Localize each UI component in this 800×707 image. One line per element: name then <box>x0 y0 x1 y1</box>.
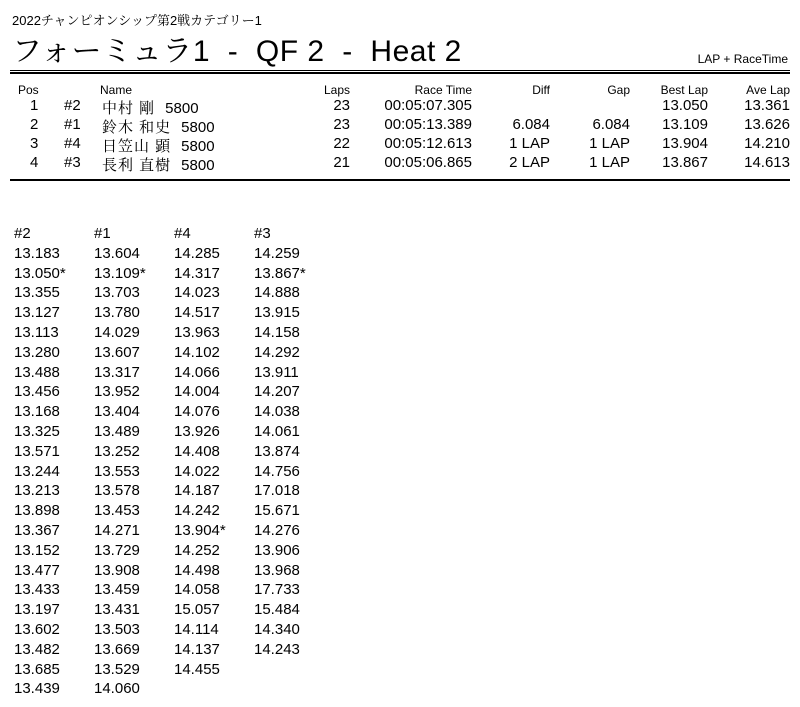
driver-name: 長利 直樹 <box>102 157 172 174</box>
result-pos: 1 <box>30 97 39 114</box>
lap-time: 13.685 <box>14 660 60 678</box>
car-model: 5800 <box>181 138 215 155</box>
lap-time: 13.367 <box>14 521 60 539</box>
result-driver <box>102 97 199 118</box>
header-rule-thick <box>10 72 790 74</box>
lap-time: 15.057 <box>174 601 220 619</box>
lap-time: 14.498 <box>174 561 220 579</box>
car-model: 5800 <box>165 100 199 117</box>
result-diff: 2 LAP <box>509 154 550 171</box>
lap-time: 13.489 <box>94 422 140 440</box>
result-ave-lap: 14.613 <box>744 154 790 171</box>
col-header-diff: Diff <box>532 83 550 97</box>
lap-time: 13.602 <box>14 620 60 638</box>
col-header-name: Name <box>100 83 133 97</box>
lap-time: 13.355 <box>14 284 60 302</box>
result-ave-lap: 14.210 <box>744 135 790 152</box>
lap-time: 13.968 <box>254 561 300 579</box>
lap-time: 14.076 <box>174 403 220 421</box>
result-row <box>0 135 800 154</box>
lap-time: 14.029 <box>94 323 140 341</box>
lap-time: 14.004 <box>174 383 220 401</box>
lap-time: 14.517 <box>174 304 220 322</box>
result-best-lap: 13.867 <box>662 154 708 171</box>
lap-time: 13.867* <box>254 264 306 282</box>
col-header-best-lap: Best Lap <box>660 83 708 97</box>
lap-time: 14.276 <box>254 521 300 539</box>
lap-time: 14.259 <box>254 244 300 262</box>
page-title: フォーミュラ1 - QF 2 - Heat 2 <box>12 35 462 68</box>
lap-time: 13.529 <box>94 660 140 678</box>
lap-time: 13.280 <box>14 343 60 361</box>
lap-time: 13.911 <box>254 363 299 381</box>
lap-column-car-no: #2 <box>14 225 31 242</box>
lap-column-car-no: #3 <box>254 225 271 242</box>
result-row <box>0 97 800 116</box>
lap-time: 13.168 <box>14 403 60 421</box>
lap-time: 14.408 <box>174 442 220 460</box>
lap-time: 13.604 <box>94 244 140 262</box>
results-header-row <box>0 83 800 97</box>
lap-time: 17.018 <box>254 482 300 500</box>
result-laps: 21 <box>333 154 350 171</box>
lap-time: 13.325 <box>14 422 60 440</box>
result-race-time: 00:05:06.865 <box>384 154 472 171</box>
lap-time: 13.431 <box>94 601 140 619</box>
result-best-lap: 13.050 <box>662 97 708 114</box>
lap-time: 14.114 <box>174 620 219 638</box>
driver-name: 日笠山 顕 <box>102 138 172 155</box>
result-gap: 1 LAP <box>589 154 630 171</box>
lap-time: 13.607 <box>94 343 140 361</box>
result-ave-lap: 13.626 <box>744 116 790 133</box>
lap-time: 13.404 <box>94 403 140 421</box>
lap-time: 14.102 <box>174 343 220 361</box>
lap-time: 14.317 <box>174 264 220 282</box>
result-pos: 2 <box>30 116 39 133</box>
col-header-race-time: Race Time <box>414 83 472 97</box>
result-race-time: 00:05:07.305 <box>384 97 472 114</box>
lap-time: 14.038 <box>254 403 300 421</box>
lap-time: 14.271 <box>94 521 140 539</box>
lap-time: 13.906 <box>254 541 300 559</box>
lap-time: 14.022 <box>174 462 220 480</box>
lap-time: 13.898 <box>14 502 60 520</box>
lap-time: 13.571 <box>14 442 60 460</box>
lap-time: 13.183 <box>14 244 60 262</box>
lap-time: 13.439 <box>14 680 60 698</box>
lap-time: 13.213 <box>14 482 60 500</box>
lap-time: 15.484 <box>254 601 300 619</box>
lap-time: 13.952 <box>94 383 140 401</box>
result-row <box>0 154 800 173</box>
lap-time: 13.578 <box>94 482 140 500</box>
driver-name: 中村 剛 <box>102 100 156 117</box>
result-driver <box>102 154 215 175</box>
lap-time: 13.908 <box>94 561 140 579</box>
lap-time: 13.453 <box>94 502 140 520</box>
lap-time: 14.023 <box>174 284 220 302</box>
page-subtitle: 2022チャンピオンシップ第2戦カテゴリー1 <box>12 13 262 28</box>
result-laps: 23 <box>333 97 350 114</box>
lap-time: 14.252 <box>174 541 220 559</box>
lap-time: 14.058 <box>174 581 220 599</box>
result-car-no: #4 <box>64 135 81 152</box>
lap-time: 13.197 <box>14 601 60 619</box>
result-best-lap: 13.904 <box>662 135 708 152</box>
lap-time: 13.553 <box>94 462 140 480</box>
lap-time: 14.455 <box>174 660 220 678</box>
col-header-ave-lap: Ave Lap <box>746 83 790 97</box>
lap-time: 13.904* <box>174 521 226 539</box>
results-table <box>0 83 800 173</box>
lap-time: 13.433 <box>14 581 60 599</box>
lap-time: 14.061 <box>254 422 300 440</box>
lap-time: 13.244 <box>14 462 60 480</box>
lap-time: 13.109* <box>94 264 146 282</box>
result-race-time: 00:05:13.389 <box>384 116 472 133</box>
lap-time: 13.729 <box>94 541 140 559</box>
lap-time: 14.888 <box>254 284 300 302</box>
lap-time: 13.503 <box>94 620 140 638</box>
result-race-time: 00:05:12.613 <box>384 135 472 152</box>
result-driver <box>102 135 215 156</box>
result-diff: 1 LAP <box>509 135 550 152</box>
lap-time: 13.477 <box>14 561 60 579</box>
lap-time: 14.756 <box>254 462 300 480</box>
result-best-lap: 13.109 <box>662 116 708 133</box>
lap-time: 13.703 <box>94 284 140 302</box>
result-laps: 22 <box>333 135 350 152</box>
lap-column <box>94 224 174 699</box>
lap-time: 13.317 <box>94 363 140 381</box>
lap-time: 13.152 <box>14 541 60 559</box>
lap-times-table <box>14 224 334 699</box>
driver-name: 鈴木 和史 <box>102 119 172 136</box>
lap-time: 13.874 <box>254 442 300 460</box>
lap-time: 13.252 <box>94 442 140 460</box>
result-driver <box>102 116 215 137</box>
lap-time: 14.137 <box>174 640 220 658</box>
col-header-laps: Laps <box>323 83 350 97</box>
header-rule-thin <box>10 70 790 71</box>
lap-column <box>14 224 94 699</box>
lap-time: 15.671 <box>254 502 300 520</box>
result-row <box>0 116 800 135</box>
car-model: 5800 <box>181 119 215 136</box>
car-model: 5800 <box>181 157 215 174</box>
lap-column-car-no: #4 <box>174 225 191 242</box>
lap-time: 17.733 <box>254 581 300 599</box>
lap-time: 13.050* <box>14 264 66 282</box>
lap-time: 13.488 <box>14 363 60 381</box>
col-header-gap: Gap <box>607 83 630 97</box>
lap-time: 14.243 <box>254 640 300 658</box>
result-car-no: #1 <box>64 116 81 133</box>
lap-time: 14.060 <box>94 680 140 698</box>
result-gap: 1 LAP <box>589 135 630 152</box>
lap-time: 13.127 <box>14 304 60 322</box>
lap-time: 13.113 <box>14 323 59 341</box>
lap-time: 13.780 <box>94 304 140 322</box>
lap-time: 13.963 <box>174 323 220 341</box>
result-car-no: #3 <box>64 154 81 171</box>
lap-time: 14.242 <box>174 502 220 520</box>
lap-time: 13.926 <box>174 422 220 440</box>
lap-time: 14.292 <box>254 343 300 361</box>
result-laps: 23 <box>333 116 350 133</box>
result-pos: 3 <box>30 135 39 152</box>
lap-time: 14.187 <box>174 482 220 500</box>
result-gap: 6.084 <box>592 116 630 133</box>
lap-mode-label: LAP + RaceTime <box>697 52 788 66</box>
col-header-pos: Pos <box>18 83 39 97</box>
lap-column <box>174 224 254 699</box>
result-pos: 4 <box>30 154 39 171</box>
result-car-no: #2 <box>64 97 81 114</box>
lap-time: 14.158 <box>254 323 300 341</box>
lap-time: 13.669 <box>94 640 140 658</box>
lap-time: 14.207 <box>254 383 300 401</box>
lap-time: 13.456 <box>14 383 60 401</box>
lap-time: 14.340 <box>254 620 300 638</box>
lap-column-car-no: #1 <box>94 225 111 242</box>
lap-time: 14.066 <box>174 363 220 381</box>
lap-time: 13.459 <box>94 581 140 599</box>
lap-time: 13.915 <box>254 304 300 322</box>
result-diff: 6.084 <box>512 116 550 133</box>
results-bottom-rule <box>10 179 790 181</box>
lap-column <box>254 224 334 699</box>
lap-time: 14.285 <box>174 244 220 262</box>
lap-time: 13.482 <box>14 640 60 658</box>
result-ave-lap: 13.361 <box>744 97 790 114</box>
